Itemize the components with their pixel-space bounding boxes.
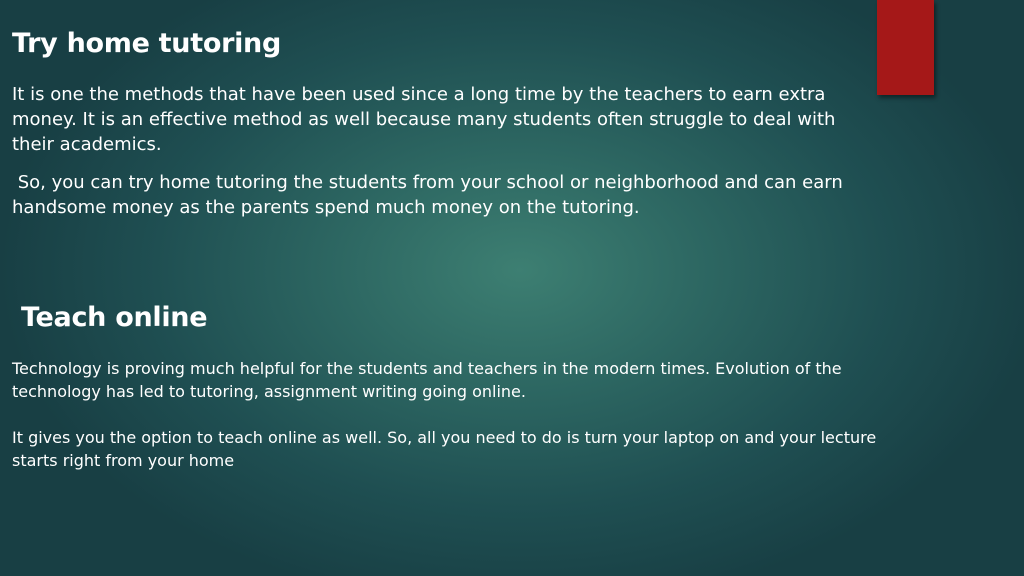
paragraph-home-tutoring-intro: It is one the methods that have been used since a long time by the teachers to earn extra money. It is an effective method as well because many students often struggle to deal with their academics. (12, 84, 836, 155)
heading-teach-online: Teach online (21, 302, 208, 333)
paragraph-teach-online-intro: Technology is proving much helpful for the students and teachers in the modern times. Evolution of the technology has led to tutoring, assignment writing going online. (12, 359, 842, 401)
accent-bar (877, 0, 934, 95)
heading-try-home-tutoring: Try home tutoring (12, 28, 281, 59)
paragraph-teach-online-detail: It gives you the option to teach online as well. So, all you need to do is turn your laptop on and your lecture starts right from your home (12, 428, 877, 470)
paragraph-home-tutoring-detail: So, you can try home tutoring the students from your school or neighborhood and can earn handsome money as the parents spend much money on the tutoring. (12, 172, 849, 218)
